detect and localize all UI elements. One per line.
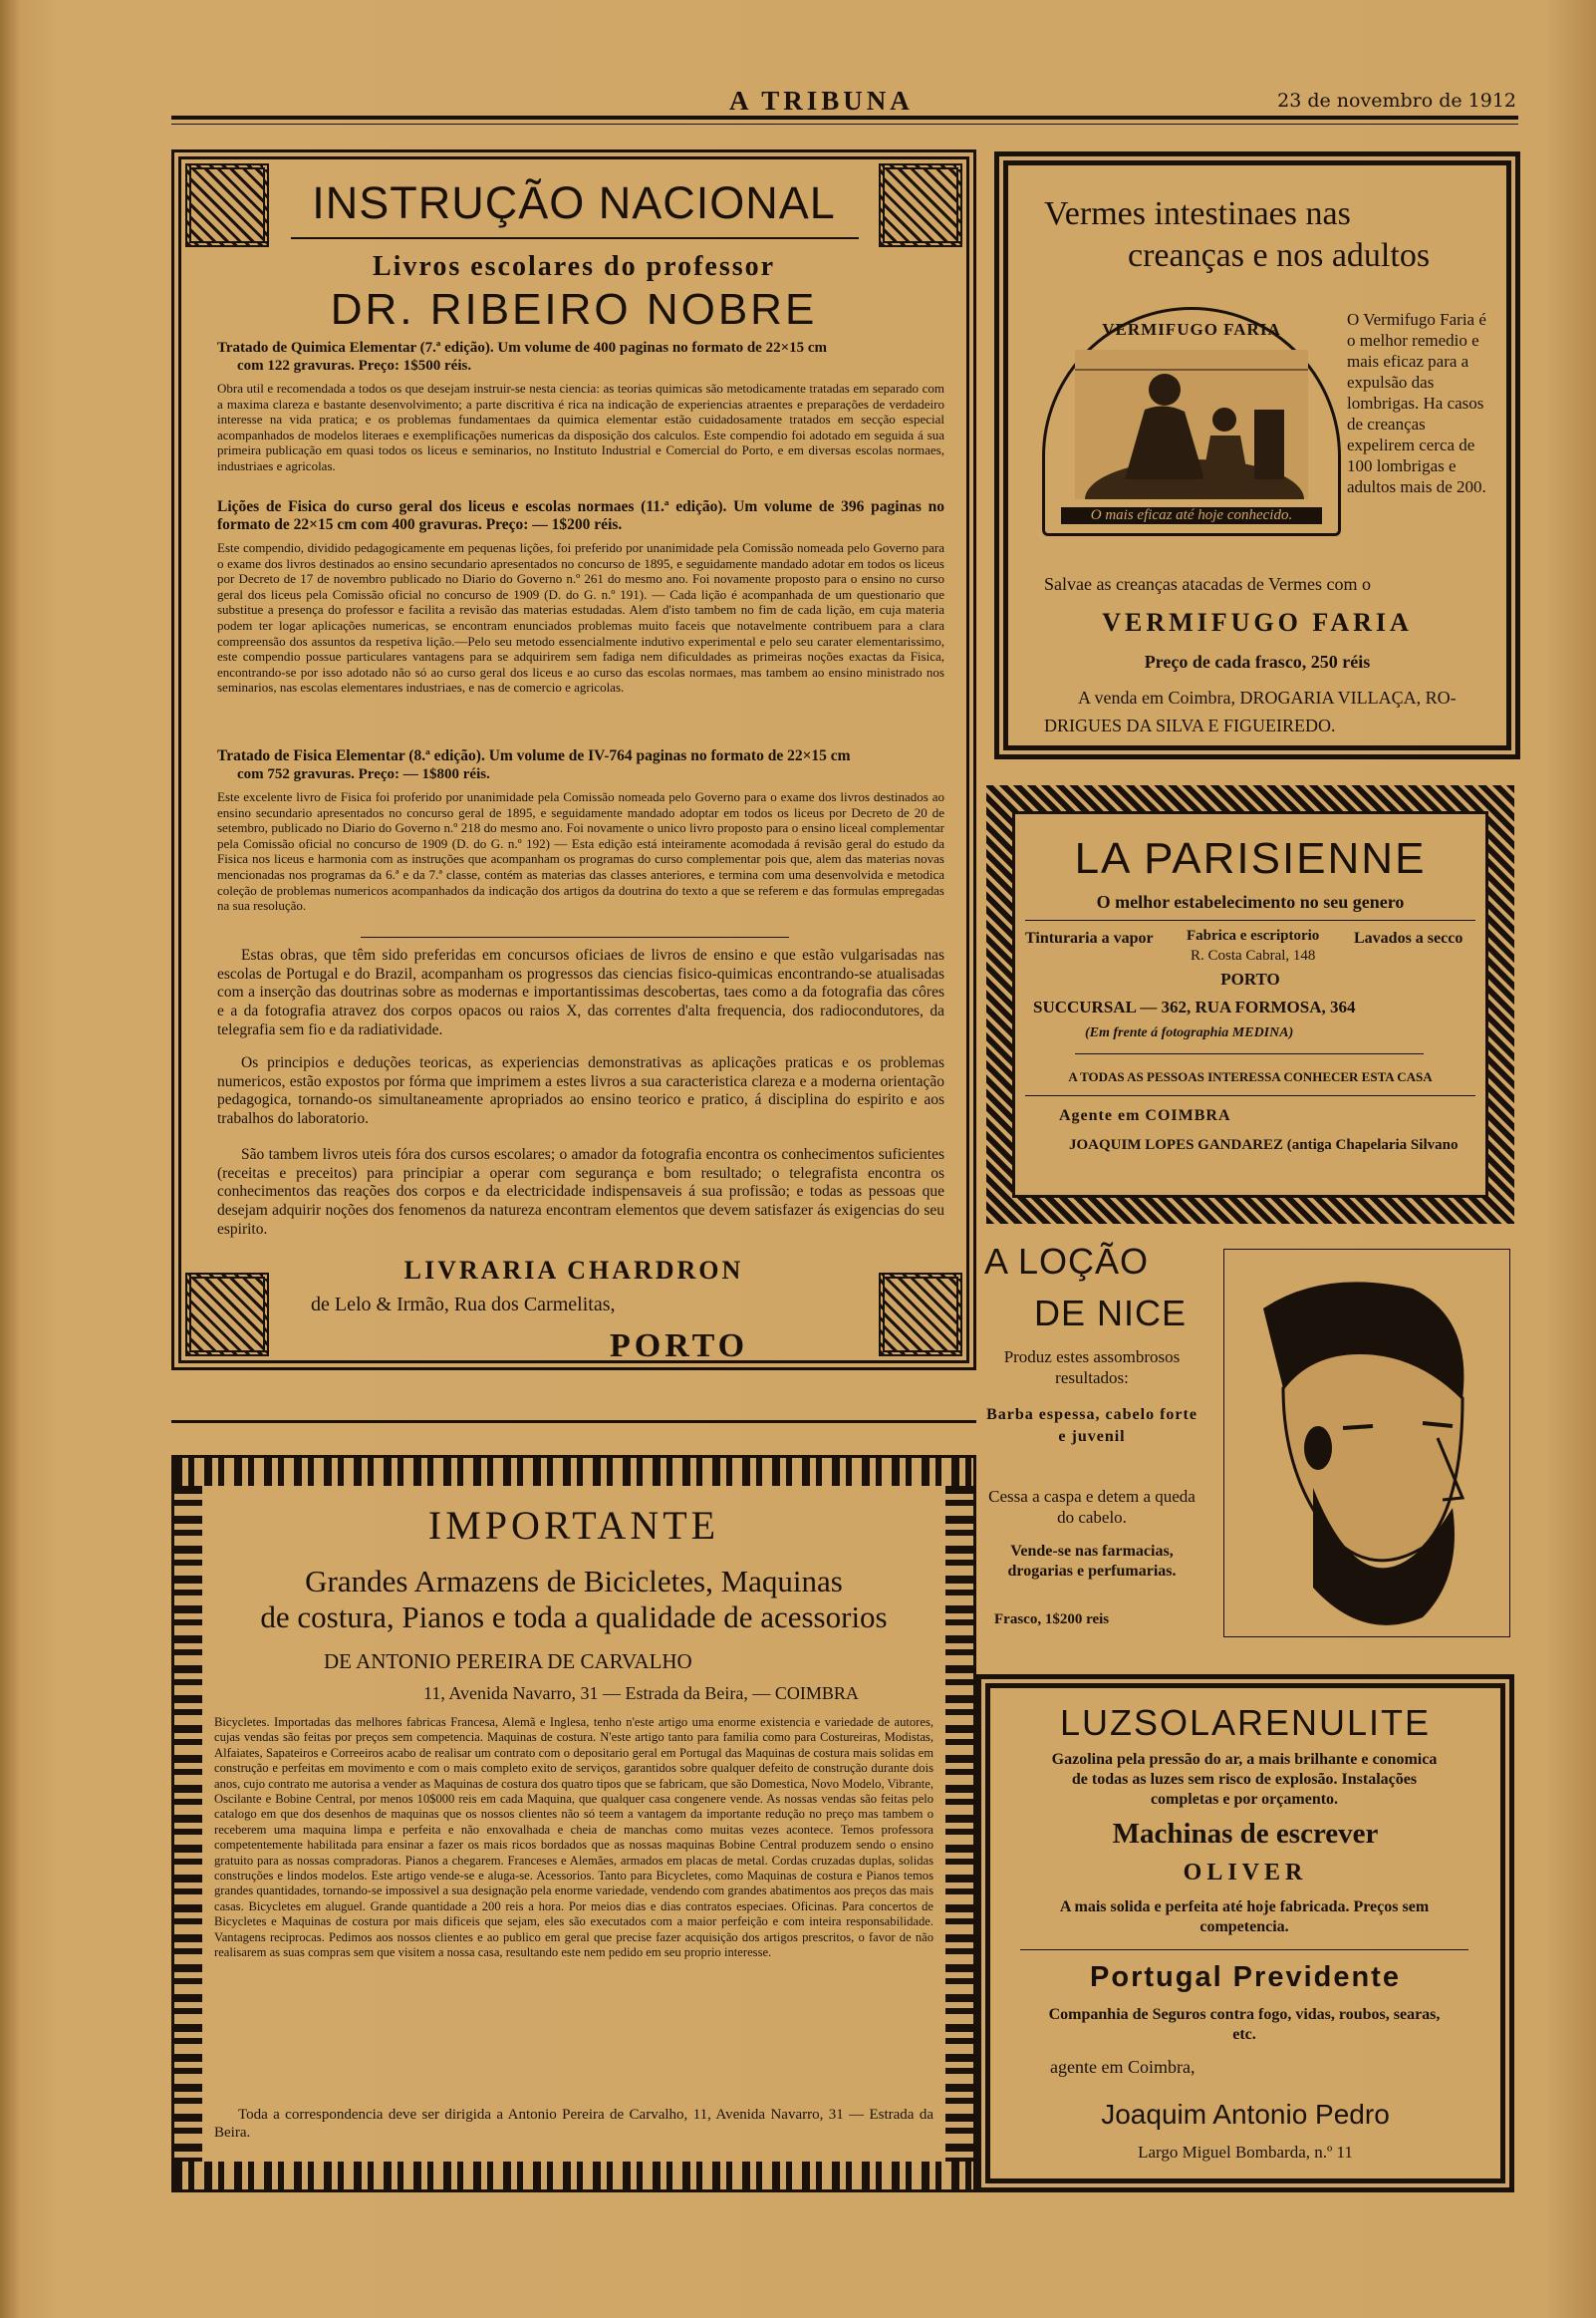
column-rule bbox=[171, 1420, 976, 1423]
book2-title: Lições de Fisica do curso geral dos liceus e escolas normaes (11.ª edição). Um volume de 396 paginas no formato de 22×15 cm com 400 gravuras. Preço: — 1$200 réis. bbox=[217, 498, 944, 533]
locao-de-nice-ad bbox=[978, 1241, 1514, 1639]
save-line: Salvae as creanças atacadas de Vermes com o bbox=[1044, 574, 1372, 594]
ad-title-line2: DE NICE bbox=[1034, 1293, 1188, 1333]
ad-title-line1: Vermes intestinaes nas bbox=[1044, 195, 1351, 232]
store-address: 11, Avenida Navarro, 31 — Estrada da Beira, — COIMBRA bbox=[423, 1683, 859, 1703]
typewriter-brand: OLIVER bbox=[1183, 1860, 1308, 1885]
luzsolar-title: LUZSOLARENULITE bbox=[1059, 1702, 1432, 1743]
divider bbox=[361, 937, 789, 938]
masthead-rule bbox=[171, 116, 1518, 120]
ad-title-line2: creanças e nos adultos bbox=[1128, 237, 1431, 274]
book1-description: Obra util e recomendada a todos os que desejam instruir-se nesta ciencia: as teorias quimicas são metodicamente tratadas em separado com a maxima clareza e bastante desenvolvimento; a parte discritiva é rica na indicação de experiencias atraentes e preparações de verdadeiro interesse na vida pratica; e os problemas fundamentaes da quimica elementar estão cuidadosamente tratados em secção especial acompanhados de modelos literaes e exemplificações numericas da disposição dos calculos. Este compendio foi adotado em seguida á sua primeira publicação em quasi todos os liceus e seminarios, no Instituto Industrial e Comercial do Porto, e em diversas escolas normaes, industriaes e agricolas. bbox=[217, 381, 944, 473]
ad-title-line1: A LOÇÃO bbox=[984, 1241, 1150, 1282]
greek-key-border-top bbox=[174, 1458, 973, 1486]
insurer-agent-name: Joaquim Antonio Pedro bbox=[1101, 2099, 1390, 2130]
la-parisienne-ad bbox=[986, 785, 1514, 1224]
service-dry-cleaning: Lavados a secco bbox=[1354, 930, 1463, 947]
masthead-rule-thin bbox=[171, 124, 1518, 125]
ad-title: LA PARISIENNE bbox=[1074, 834, 1427, 883]
ad-heading: IMPORTANTE bbox=[427, 1503, 720, 1548]
ad-cure: Cessa a caspa e detem a queda do cabelo. bbox=[988, 1487, 1196, 1527]
greek-key-border-bottom bbox=[174, 2162, 973, 2189]
author-name: DR. RIBEIRO NOBRE bbox=[330, 285, 818, 334]
product-price: Preço de cada frasco, 250 réis bbox=[1144, 652, 1371, 672]
correspondence-note: Toda a correspondencia deve ser dirigida a Antonio Pereira de Carvalho, 11, Avenida Navarro, 31 — Estrada da Beira. bbox=[214, 2107, 933, 2141]
insurer-agent-label: agente em Coimbra, bbox=[1050, 2057, 1196, 2077]
divider bbox=[1025, 920, 1475, 921]
book3-description: Este excelente livro de Fisica foi proferido por unanimidade pela Comissão nomeada pelo Governo para o exame dos livros destinados ao ensino secundario apresentados no concurso geral de 1895, e seguidamente mandado adoptar em todos os liceus por Decreto de 20 de setembro, publicado no Diario do Governo n.º 218 do mesmo ano. Foi novamente o unico livro proposto para o ensino liceal complementar pela Comissão oficial no concurso de 1909 (D. do G. n.º 192) — Esta edição está inteiramente acomodada á revisão geral do estudo da Fisica nos liceus e harmonia com as instruções que acompanham os programas do curso complementar pois que, alem das materias novas mencionadas nos programas da 6.ª e da 7.ª classe, contém as materias das classes anteriores, e termina com uma desenvolvida e metodica coleção de problemas numericos acompanhados da indicação dos artigos da doutrina do texto a que se referem e das formulas empregadas na sua resolução. bbox=[217, 789, 944, 914]
ad-results: Barba espessa, cabelo forte e juvenil bbox=[986, 1406, 1197, 1445]
divider bbox=[1025, 1095, 1475, 1096]
label-banner: VERMIFUGO FARIA bbox=[1102, 320, 1281, 339]
insurer-name: Portugal Previdente bbox=[1090, 1961, 1401, 1993]
notice-line: A TODAS AS PESSOAS INTERESSA CONHECER ESTA CASA bbox=[1068, 1069, 1433, 1084]
ad-price: Frasco, 1$200 reis bbox=[994, 1611, 1110, 1627]
publisher-city: PORTO bbox=[610, 1327, 749, 1364]
ad-sold: Vende-se nas farmacias, drogarias e perfumarias. bbox=[1007, 1543, 1177, 1580]
branch-address: SUCCURSAL — 362, RUA FORMOSA, 364 bbox=[1033, 998, 1356, 1016]
luzsolar-oliver-previdente-ad bbox=[976, 1674, 1514, 2192]
divider bbox=[1075, 1053, 1424, 1054]
newspaper-title: A TRIBUNA bbox=[729, 86, 914, 116]
sale-line2: DRIGUES DA SILVA E FIGUEIREDO. bbox=[1044, 716, 1336, 735]
ad-inner-panel bbox=[1012, 811, 1488, 1198]
issue-date: 23 de novembro de 1912 bbox=[1277, 90, 1516, 112]
branch-landmark: (Em frente á fotographia MEDINA) bbox=[1085, 1025, 1294, 1040]
ad-side-text: O Vermifugo Faria é o melhor remedio e mais eficaz para a expulsão das lombrigas. Ha casos de creanças expelirem cerca de 100 lombrigas e adultos mais de 200. bbox=[1347, 310, 1486, 496]
illustration-frame bbox=[1042, 307, 1341, 536]
book2-description: Este compendio, dividido pedagogicamente em pequenas lições, foi preferido por unanimidade pela Comissão nomeada pelo Governo para o exame dos livros destinados ao ensino secundario apresentados no concurso de 1895, e seguidamente mandado adotar em todos os liceus por Decreto de 17 de novembro publicado no Diario do Governo n.º 261 do mesmo ano. Foi novamente proposto para o ensino no curso geral dos liceus pela Comissão oficial no concurso de 1909 (D. do G. n.º 191). — Cada lição é acompanhada de um questionario que substitue a presença do professor e facilita a revisão das materias estudadas. Alem d'isto tambem no fim de cada lição, em cuja materia podem ter logar aplicações numericas, se encontram enunciados problemas muito faceis que notavelmente contribuem para a clara compreensão dos assuntos da respetiva lição.—Pelo seu metodo essencialmente indutivo experimental e pelo seu carater elementarissimo, este compendio possue particulares vantagens para se adquirirem sem fadiga nem dificuldades as primeiras noções exactas da Fisica, encontrando-se por isso adotado não só ao curso geral dos liceus e ao curso das escolas normaes, mas tambem ao ensino ministrado nos seminarios, nas escolas elementares industriaes, e nas de comercio e agricolas. bbox=[217, 540, 944, 696]
agent-label: Agente em COIMBRA bbox=[1059, 1107, 1231, 1124]
ad-heading: INSTRUÇÃO NACIONAL bbox=[312, 177, 836, 228]
sale-line1: A venda em Coimbra, DROGARIA VILLAÇA, RO- bbox=[1078, 688, 1457, 708]
headline-line1: Grandes Armazens de Bicicletes, Maquinas bbox=[305, 1564, 843, 1598]
man-portrait-illustration bbox=[1223, 1249, 1510, 1637]
ad-city: PORTO bbox=[1220, 970, 1280, 989]
mother-child-illustration bbox=[1075, 350, 1308, 499]
importante-body: Bicycletes. Importadas das melhores fabricas Francesa, Alemã e Inglesa, tenho n'este artigo uma enorme existencia e variedade de autores, cujas vendas são feitas por preços sem competencia. Maquinas de costura. N'este artigo tanto para familia como para Costureiras, Modistas, Alfaiates, Sapateiros e Correeiros acabo de realisar um contrato com o depositario geral em Portugal das Maquinas de costura mais solidas em construção e perfeitas em movimento e com o mais completo exito de serviços, garantidos sobre qualquer defeito de construção durante dois anos, cujo contrato me autorisa a vender as Maquinas de costura dos quatro tipos que se fabricam, que são Domestica, Novo Modelo, Vibrante, Oscilante e Bobine Central, por menos 10$000 reis em cada Maquina, que qualquer casa congenere vende. As nossas vendas são feitas pelo catalogo em que dos desenhos de maquinas que os nossos clientes não só teem a vantagem da importante redução no preço mas tambem o receberem uma maquina limpa e perfeita e não enxovalhada e cheia de manchas como muitas vezes acontece. Temos professora competentemente habilitada para ensinar a fazer os mais ricos bordados que as nossas maquinas Bobine Central produzem sendo o ensino gratuito para as nossas compradoras. Pianos a chegarem. Franceses e Alemães, armados em placas de metal. Cordas cruzadas duplas, solidas construções e lindos modelos. Este artigo vende-se e aluga-se. Acessorios. Tanto para Bicycletes, como Maquinas de costura e Pianos temos grandes quantidades, tornando-se impossivel a sua designação pela enorme variedade, vendendo com grandes abatimentos aos preços das mais casas. Bicycletes em aluguel. Grande quantidade a 200 reis a hora. Por meios dias e dias contratos especiaes. Oficinas. Para concertos de Bicycletes e Maquinas de costura por mais dificeis que sejam, eles são executados com a maior perfeição e com inteira responsabilidade. Vantagens reciprocas. Pedimos aos nossos clientes e ao publico em geral que precise fazer acquisição dos artigos prescritos, o favor de não realisarem as suas compras sem que visitem a nossa casa, resultando este nem pedido em seu proprio interesse. bbox=[214, 1715, 933, 1960]
factory-office: Fabrica e escriptorio bbox=[1187, 928, 1320, 944]
book3-price: com 752 gravuras. Preço: — 1$800 réis. bbox=[237, 766, 490, 782]
paragraph-progress: Estas obras, que têm sido preferidas em concursos oficiaes de livros de ensino e que estão vulgarisadas nas escolas de Portugal e do Brazil, acompanham os progressos das ciencias fisico-quimicas encontrando-se atualisadas com a inserção das doutrinas sobre as modernas e importantissimas descobertas, taes como a da fotografia das côres e a da fotografia atravez dos corpos opacos ou raios X, das correntes d'alta frequencia, dos radiocondutores, da telegrafia sem fio e da radiatividade. bbox=[217, 947, 944, 1038]
publisher-name: LIVRARIA CHARDRON bbox=[403, 1256, 744, 1285]
headline-line2: de costura, Pianos e toda a qualidade de acessorios bbox=[260, 1599, 888, 1634]
insurer-text: Companhia de Seguros contra fogo, vidas, roubos, searas, etc. bbox=[1048, 2006, 1441, 2043]
typewriter-heading: Machinas de escrever bbox=[1112, 1818, 1379, 1850]
paragraph-uses: São tambem livros uteis fóra dos cursos escolares; o amador da fotografia encontra os conhecimentos suficientes (receitas e preceitos) para principiar a operar com segurança e bom resultado; o telegrafista encontra os conhecimentos das reações dos corpos e da electricidade indispensaveis á sua profissão; e todas as pessoas que desejam adquirir noções dos fenomenos da natureza encontram elementos que devem satisfazer ás exigencias do seu espirito. bbox=[217, 1146, 944, 1238]
vermifugo-faria-ad bbox=[994, 151, 1520, 759]
luzsolar-text: Gazolina pela pressão do ar, a mais brilhante e conomica de todas as luzes sem risco de explosão. Instalações completas e por orçamento. bbox=[1051, 1751, 1438, 1808]
book1-price: com 122 gravuras. Preço: 1$500 réis. bbox=[237, 358, 472, 374]
ad-subheading: Livros escolares do professor bbox=[372, 251, 776, 282]
label-slogan: O mais eficaz até hoje conhecido. bbox=[1061, 507, 1322, 524]
book3-title: Tratado de Fisica Elementar (8.ª edição). Um volume de IV-764 paginas no formato de 22×15 cm bbox=[217, 747, 851, 764]
ad-subtitle: O melhor estabelecimento no seu genero bbox=[1096, 892, 1405, 912]
product-name: VERMIFUGO FARIA bbox=[1102, 608, 1413, 637]
agent-name: JOAQUIM LOPES GANDAREZ (antiga Chapelaria Silvano bbox=[1069, 1137, 1459, 1153]
owner-name: DE ANTONIO PEREIRA DE CARVALHO bbox=[324, 1649, 692, 1673]
typewriter-text: A mais solida e perfeita até hoje fabricada. Preços sem competencia. bbox=[1059, 1898, 1430, 1935]
importante-ad bbox=[171, 1455, 976, 2192]
book1-title: Tratado de Quimica Elementar (7.ª edição). Um volume de 400 paginas no formato de 22×15 cm bbox=[217, 340, 828, 356]
paragraph-principles: Os principios e deduções teoricas, as experiencias demonstrativas as aplicações praticas e os problemas numericos, estão expostos por fórma que imprimem a estes livros a sua caracteristica clareza e a moderna orientação pedagogica, tornando-os simultaneamente apropriados ao ensino teorico e pratico, á disciplina do espirito e aos trabalhos do laboratorio. bbox=[217, 1054, 944, 1128]
factory-address: R. Costa Cabral, 148 bbox=[1191, 948, 1316, 964]
divider bbox=[291, 237, 859, 239]
ad-intro: Produz estes assombrosos resultados: bbox=[1003, 1347, 1181, 1387]
insurer-agent-address: Largo Miguel Bombarda, n.º 11 bbox=[1138, 2143, 1353, 2162]
divider bbox=[1020, 1949, 1468, 1950]
instrucao-nacional-ad bbox=[171, 149, 976, 1370]
service-dyeing: Tinturaria a vapor bbox=[1025, 930, 1154, 947]
publisher-address: de Lelo & Irmão, Rua dos Carmelitas, bbox=[311, 1294, 616, 1315]
